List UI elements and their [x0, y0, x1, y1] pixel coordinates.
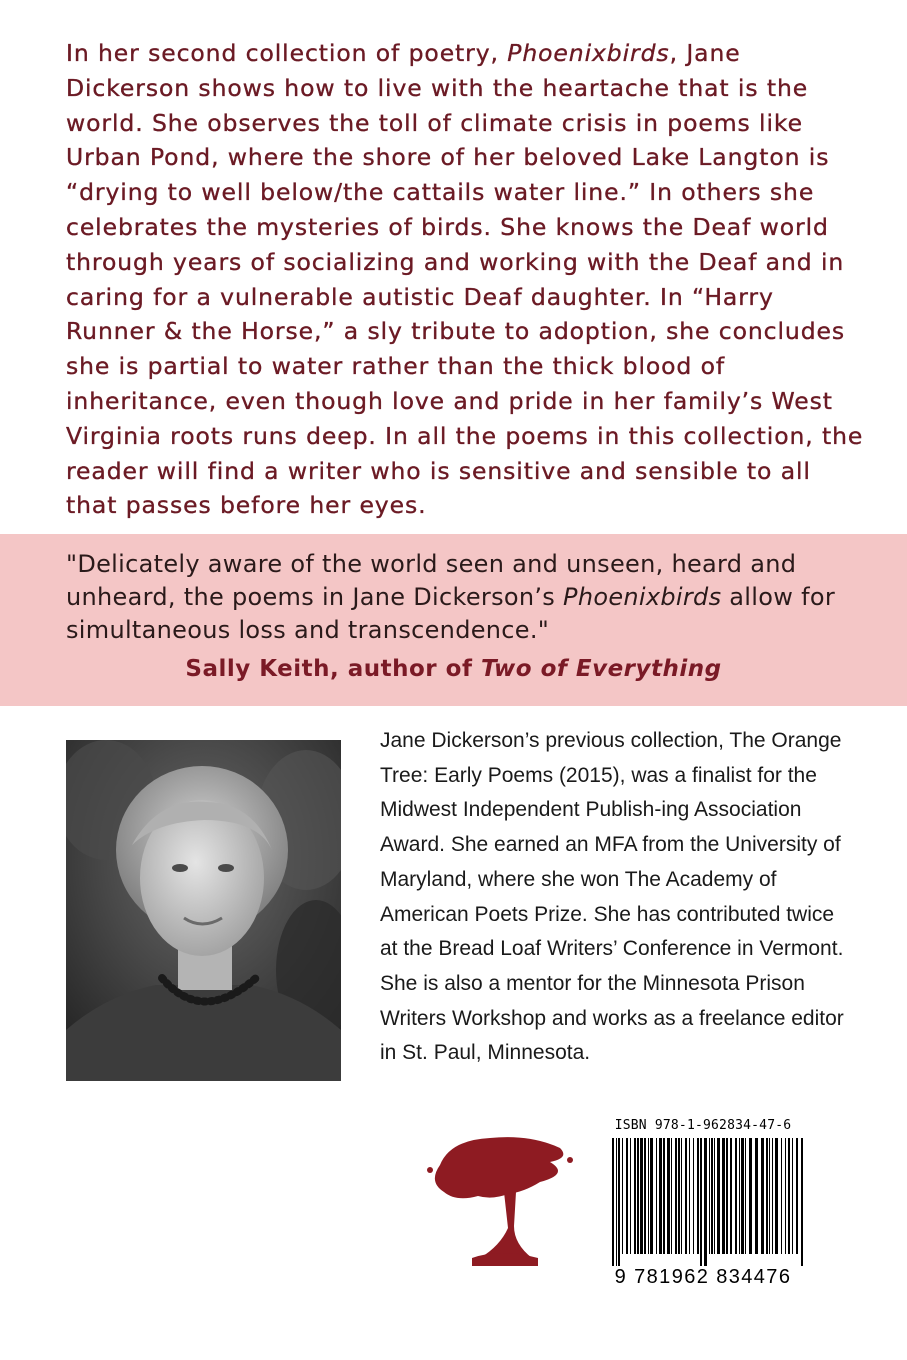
blurb-book-title: Phoenixbirds — [507, 39, 670, 67]
barcode-bar — [630, 1138, 631, 1254]
barcode-bar — [769, 1138, 770, 1254]
quote-end: allow for simultaneous loss and transcendence." — [66, 583, 835, 644]
barcode-bar — [761, 1138, 764, 1254]
barcode-bar — [618, 1138, 620, 1266]
barcode-bar — [739, 1138, 740, 1254]
barcode-bar — [612, 1138, 614, 1266]
barcode-bar — [775, 1138, 778, 1254]
quote-book-title: Phoenixbirds — [563, 583, 722, 611]
barcode-bar — [730, 1138, 732, 1254]
barcode-bar — [781, 1138, 782, 1254]
barcode-bar — [671, 1138, 672, 1254]
barcode-bar — [681, 1138, 682, 1254]
endorsement-attribution — [0, 656, 907, 682]
barcode-bar — [745, 1138, 746, 1254]
barcode-bar — [792, 1138, 793, 1254]
attribution-prefix: Sally Keith, author of — [185, 656, 481, 682]
barcode-bar — [801, 1138, 803, 1266]
barcode-bar — [659, 1138, 662, 1254]
barcode-bar — [709, 1138, 710, 1254]
blurb-paragraph — [66, 36, 866, 523]
barcode-bar — [685, 1138, 687, 1254]
barcode-bar — [697, 1138, 699, 1254]
barcode-bar — [766, 1138, 768, 1254]
barcode-bar — [735, 1138, 737, 1254]
barcode-bar — [667, 1138, 670, 1254]
barcode-bar — [788, 1138, 790, 1254]
isbn-label: ISBN 978-1-962834-47-6 — [614, 1118, 792, 1133]
bio-paragraph: Jane Dickerson’s previous collection, The Orange Tree: Early Poems (2015), was a finalist for the Midwest Independent Publish-ing Association Award. She earned an MFA from the University of Maryland, where she won The Academy of American Poets Prize. She has contributed twice at the Bread Loaf Writers’ Conference in Vermont. She is also a mentor for the Minnesota Prison Writers Workshop and works as a freelance editor in St. Paul, Minnesota. — [380, 729, 844, 1065]
barcode-bar — [741, 1138, 744, 1254]
barcode-bar — [711, 1138, 713, 1254]
barcode-bar — [656, 1138, 657, 1254]
barcode-bar — [626, 1138, 628, 1254]
red-tree-logo-icon — [420, 1130, 580, 1280]
endorsement-quote — [66, 548, 866, 647]
barcode-bar — [796, 1138, 798, 1254]
barcode-bar — [704, 1138, 707, 1266]
barcode-bar — [693, 1138, 694, 1254]
quote-start: "Delicately aware of the world seen and unseen, heard and unheard, the poems in Jane Dickerson’s — [66, 550, 797, 611]
barcode-bar — [785, 1138, 786, 1254]
barcode-bar — [772, 1138, 773, 1254]
barcode-bar — [749, 1138, 752, 1254]
barcode-bar — [648, 1138, 649, 1254]
barcode-bars — [598, 1138, 808, 1266]
barcode-bar — [689, 1138, 690, 1254]
barcode-bar — [663, 1138, 665, 1254]
barcode-bar — [714, 1138, 715, 1254]
barcode-digits: 9 781962 834476 — [614, 1266, 792, 1288]
barcode-bar — [640, 1138, 643, 1254]
quote-paragraph — [66, 548, 866, 647]
barcode-bar — [722, 1138, 725, 1254]
barcode-bar — [622, 1138, 623, 1254]
barcode-bar — [637, 1138, 639, 1254]
barcode-bar — [726, 1138, 728, 1254]
author-portrait-photo — [66, 740, 341, 1081]
attribution-book: Two of Everything — [480, 656, 722, 682]
barcode-bar — [678, 1138, 680, 1254]
barcode-bar — [755, 1138, 758, 1254]
barcode-bar — [700, 1138, 702, 1266]
barcode-bar — [616, 1138, 617, 1266]
blurb-body: , Jane Dickerson shows how to live with the heartache that is the world. She observes the toll of climate crisis in poems like Urban Pond, where the shore of her beloved Lake Langton is “drying to well below/the cattails water line.” In others she celebrates the mysteries of birds. She knows the Deaf world through years of socializing and working with the Deaf and in caring for a vulnerable autistic Deaf daughter. In “Harry Runner & the Horse,” a sly tribute to adoption, she concludes she is partial to water rather than the thick blood of inheritance, even though love and pride in her family’s West Virginia roots runs deep. In all the poems in this collection, the reader will find a writer who is sensitive and sensible to all that passes before her eyes. — [66, 39, 864, 520]
isbn-barcode — [596, 1118, 810, 1290]
barcode-bar — [644, 1138, 646, 1254]
author-bio — [380, 724, 850, 1071]
blurb-intro: In her second collection of poetry, — [66, 39, 508, 67]
barcode-bar — [634, 1138, 636, 1254]
barcode-bar — [717, 1138, 720, 1254]
barcode-bar — [675, 1138, 677, 1254]
description-blurb — [66, 36, 866, 523]
barcode-bar — [650, 1138, 653, 1254]
